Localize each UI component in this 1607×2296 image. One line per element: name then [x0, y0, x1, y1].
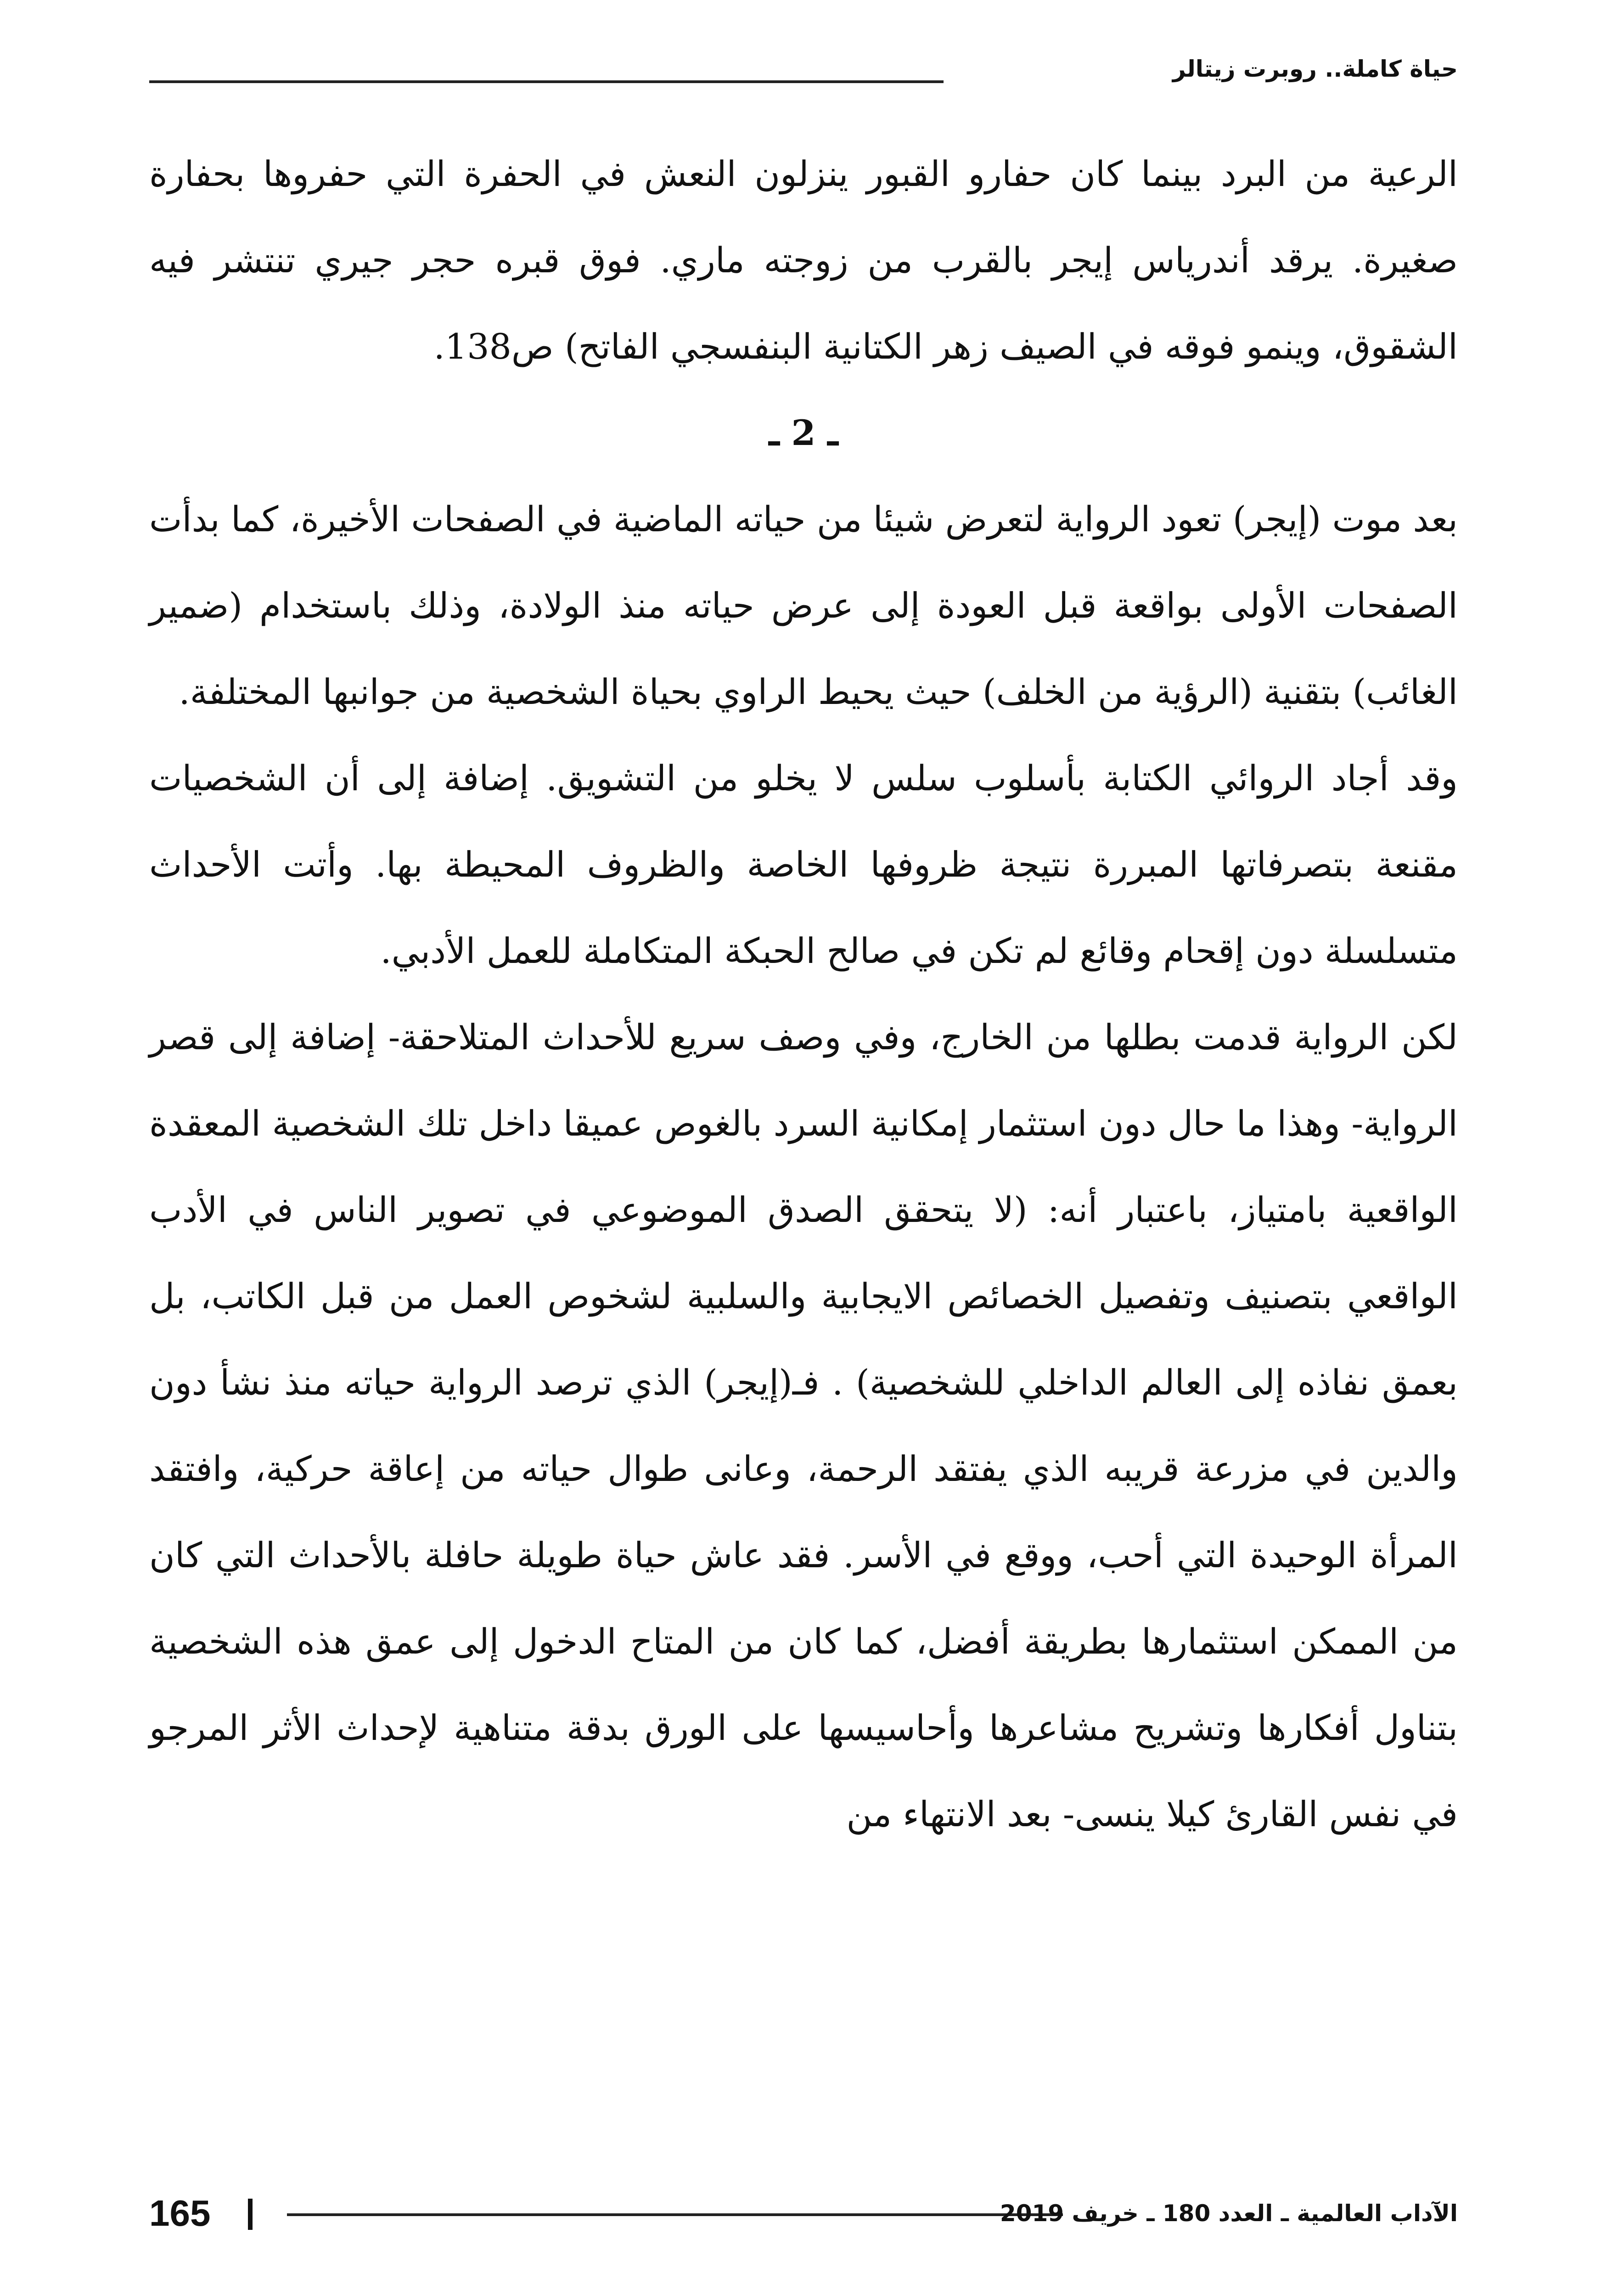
- paragraph: الرعية من البرد بينما كان حفارو القبور ينزلون النعش في الحفرة التي حفروها بحفارة صغيرة. يرقد أندرياس إيجر بالقرب من زوجته ماري. فوق قبره حجر جيري تنتشر فيه الشقوق، وينمو فوقه في الصيف زهر الكتانية البنفسجي الفاتح) ص138.: [149, 153, 1458, 367]
- page-number: 165: [149, 2193, 211, 2234]
- page-number-divider: [248, 2199, 253, 2230]
- paragraph: لكن الرواية قدمت بطلها من الخارج، وفي وصف سريع للأحداث المتلاحقة- إضافة إلى قصر الرواية- وهذا ما حال دون استثمار إمكانية السرد بالغوص عميقا داخل تلك الشخصية المعقدة الواقعية بامتياز، باعتبار أنه: (لا يتحقق الصدق الموضوعي في تصوير الناس في الأدب الواقعي بتصنيف وتفصيل الخصائص الايجابية والسلبية لشخوص العمل من قبل الكاتب، بل بعمق نفاذه إلى العالم الداخلي للشخصية) . فـ(إيجر) الذي ترصد الرواية حياته منذ نشأ دون والدين في مزرعة قريبه الذي يفتقد الرحمة، وعانى طوال حياته من إعاقة حركية، وافتقد المرأة الوحيدة التي أحب، ووقع في الأسر. فقد عاش حياة طويلة حافلة بالأحداث التي كان من الممكن استثمارها بطريقة أفضل، كما كان من المتاح الدخول إلى عمق هذه الشخصية بتناول أفكارها وتشريح مشاعرها وأحاسيسها على الورق بدقة متناهية لإحداث الأثر المرجو في نفس القارئ كيلا ينسى- بعد الانتهاء من: [149, 1017, 1458, 1835]
- article-body: [149, 131, 1458, 1857]
- footer-rule: [287, 2213, 1063, 2216]
- paragraph: وقد أجاد الروائي الكتابة بأسلوب سلس لا يخلو من التشويق. إضافة إلى أن الشخصيات مقنعة بتصرفاتها المبررة نتيجة ظروفها الخاصة والظروف المحيطة بها. وأتت الأحداث متسلسلة دون إقحام وقائع لم تكن في صالح الحبكة المتكاملة للعمل الأدبي.: [149, 758, 1458, 971]
- header-rule: [149, 80, 944, 83]
- page-footer: [149, 2190, 1458, 2236]
- journal-issue-info: الآداب العالمية ـ العدد 180 ـ خريف 2019: [1000, 2200, 1458, 2227]
- paragraph: بعد موت (إيجر) تعود الرواية لتعرض شيئا من حياته الماضية في الصفحات الأخيرة، كما بدأت الصفحات الأولى بواقعة قبل العودة إلى عرض حياته منذ الولادة، وذلك باستخدام (ضمير الغائب) بتقنية (الرؤية من الخلف) حيث يحيط الراوي بحياة الشخصية من جوانبها المختلفة.: [149, 499, 1458, 712]
- section-number: ـ 2 ـ: [769, 412, 838, 453]
- running-header-title: حياة كاملة.. روبرت زيتالر: [1172, 56, 1458, 82]
